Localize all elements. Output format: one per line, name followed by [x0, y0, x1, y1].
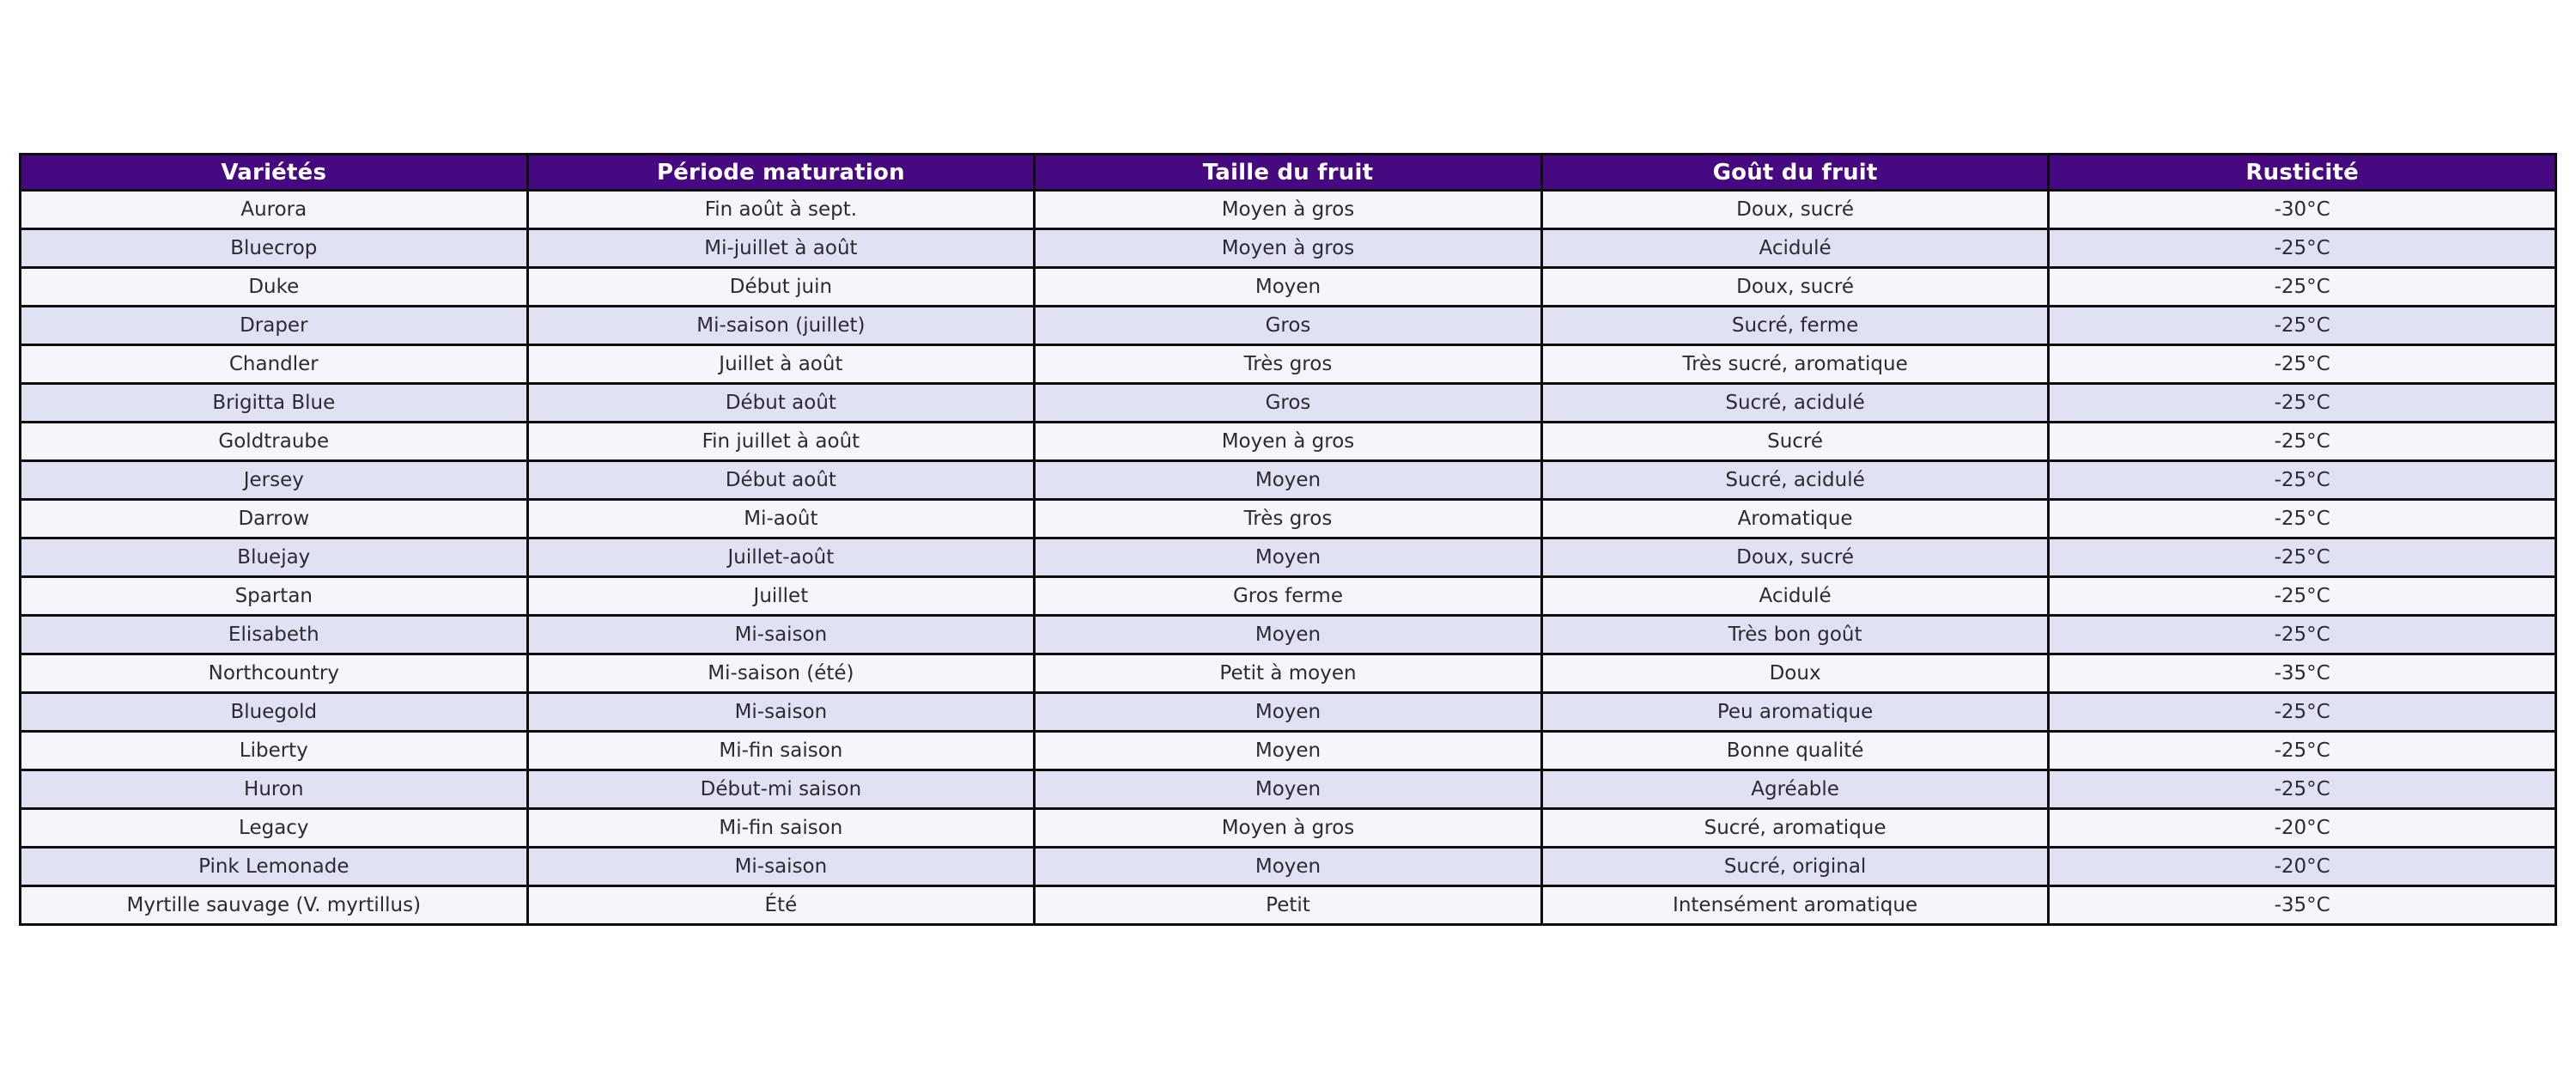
table-header	[21, 155, 2556, 191]
column-header-gout-du-fruit: Goût du fruit	[1541, 155, 2049, 191]
table-header-row	[21, 155, 2556, 191]
cell-myrtille-sauvage-v-myrtillus-gout-du-fruit: Intensément aromatique	[1541, 886, 2049, 925]
cell-huron-varietes: Huron	[21, 770, 528, 809]
cell-pink-lemonade-periode-maturation: Mi-saison	[527, 848, 1035, 886]
cell-liberty-periode-maturation: Mi-fin saison	[527, 732, 1035, 770]
table-row-elisabeth	[21, 616, 2556, 654]
cell-draper-rusticite: -25°C	[2049, 307, 2556, 345]
table-row-bluecrop	[21, 229, 2556, 268]
column-header-varietes: Variétés	[21, 155, 528, 191]
table-row-northcountry	[21, 654, 2556, 693]
cell-northcountry-periode-maturation: Mi-saison (été)	[527, 654, 1035, 693]
cell-legacy-varietes: Legacy	[21, 809, 528, 848]
cell-draper-varietes: Draper	[21, 307, 528, 345]
cell-bluegold-gout-du-fruit: Peu aromatique	[1541, 693, 2049, 732]
cell-bluegold-rusticite: -25°C	[2049, 693, 2556, 732]
cell-spartan-varietes: Spartan	[21, 577, 528, 616]
cell-bluejay-rusticite: -25°C	[2049, 538, 2556, 577]
cell-draper-taille-du-fruit: Gros	[1035, 307, 1542, 345]
table-row-aurora	[21, 191, 2556, 229]
cell-duke-varietes: Duke	[21, 268, 528, 307]
cell-jersey-rusticite: -25°C	[2049, 461, 2556, 500]
cell-northcountry-gout-du-fruit: Doux	[1541, 654, 2049, 693]
cell-bluecrop-gout-du-fruit: Acidulé	[1541, 229, 2049, 268]
cell-darrow-varietes: Darrow	[21, 500, 528, 538]
cell-chandler-taille-du-fruit: Très gros	[1035, 345, 1542, 384]
cell-aurora-varietes: Aurora	[21, 191, 528, 229]
cell-myrtille-sauvage-v-myrtillus-periode-maturation: Été	[527, 886, 1035, 925]
cell-aurora-taille-du-fruit: Moyen à gros	[1035, 191, 1542, 229]
table-row-darrow	[21, 500, 2556, 538]
table-row-bluegold	[21, 693, 2556, 732]
table-row-huron	[21, 770, 2556, 809]
cell-jersey-periode-maturation: Début août	[527, 461, 1035, 500]
cell-draper-gout-du-fruit: Sucré, ferme	[1541, 307, 2049, 345]
cell-duke-gout-du-fruit: Doux, sucré	[1541, 268, 2049, 307]
cell-huron-taille-du-fruit: Moyen	[1035, 770, 1542, 809]
cell-bluecrop-taille-du-fruit: Moyen à gros	[1035, 229, 1542, 268]
table-row-legacy	[21, 809, 2556, 848]
cell-bluejay-periode-maturation: Juillet-août	[527, 538, 1035, 577]
table-row-chandler	[21, 345, 2556, 384]
cell-draper-periode-maturation: Mi-saison (juillet)	[527, 307, 1035, 345]
cell-northcountry-rusticite: -35°C	[2049, 654, 2556, 693]
column-header-periode-maturation: Période maturation	[527, 155, 1035, 191]
cell-bluegold-periode-maturation: Mi-saison	[527, 693, 1035, 732]
cell-legacy-gout-du-fruit: Sucré, aromatique	[1541, 809, 2049, 848]
cell-huron-gout-du-fruit: Agréable	[1541, 770, 2049, 809]
cell-goldtraube-gout-du-fruit: Sucré	[1541, 423, 2049, 461]
table-row-draper	[21, 307, 2556, 345]
cell-jersey-gout-du-fruit: Sucré, acidulé	[1541, 461, 2049, 500]
cell-brigitta-blue-gout-du-fruit: Sucré, acidulé	[1541, 384, 2049, 423]
cell-northcountry-varietes: Northcountry	[21, 654, 528, 693]
cell-aurora-periode-maturation: Fin août à sept.	[527, 191, 1035, 229]
cell-myrtille-sauvage-v-myrtillus-varietes: Myrtille sauvage (V. myrtillus)	[21, 886, 528, 925]
cell-elisabeth-varietes: Elisabeth	[21, 616, 528, 654]
cell-spartan-periode-maturation: Juillet	[527, 577, 1035, 616]
table-row-bluejay	[21, 538, 2556, 577]
cell-goldtraube-varietes: Goldtraube	[21, 423, 528, 461]
cell-duke-rusticite: -25°C	[2049, 268, 2556, 307]
cell-bluejay-gout-du-fruit: Doux, sucré	[1541, 538, 2049, 577]
cell-pink-lemonade-taille-du-fruit: Moyen	[1035, 848, 1542, 886]
table-row-pink-lemonade	[21, 848, 2556, 886]
cell-legacy-taille-du-fruit: Moyen à gros	[1035, 809, 1542, 848]
cell-spartan-taille-du-fruit: Gros ferme	[1035, 577, 1542, 616]
cell-liberty-gout-du-fruit: Bonne qualité	[1541, 732, 2049, 770]
cell-liberty-taille-du-fruit: Moyen	[1035, 732, 1542, 770]
cell-brigitta-blue-periode-maturation: Début août	[527, 384, 1035, 423]
cell-bluecrop-rusticite: -25°C	[2049, 229, 2556, 268]
cell-chandler-varietes: Chandler	[21, 345, 528, 384]
table-body	[21, 191, 2556, 925]
cell-goldtraube-taille-du-fruit: Moyen à gros	[1035, 423, 1542, 461]
table-row-duke	[21, 268, 2556, 307]
cell-chandler-periode-maturation: Juillet à août	[527, 345, 1035, 384]
cell-myrtille-sauvage-v-myrtillus-taille-du-fruit: Petit	[1035, 886, 1542, 925]
varieties-table-container	[19, 153, 2557, 926]
cell-duke-periode-maturation: Début juin	[527, 268, 1035, 307]
cell-chandler-gout-du-fruit: Très sucré, aromatique	[1541, 345, 2049, 384]
table-row-myrtille-sauvage-v-myrtillus	[21, 886, 2556, 925]
cell-liberty-rusticite: -25°C	[2049, 732, 2556, 770]
column-header-rusticite: Rusticité	[2049, 155, 2556, 191]
blueberry-varieties-table	[19, 153, 2557, 926]
cell-aurora-gout-du-fruit: Doux, sucré	[1541, 191, 2049, 229]
cell-liberty-varietes: Liberty	[21, 732, 528, 770]
cell-jersey-taille-du-fruit: Moyen	[1035, 461, 1542, 500]
cell-legacy-rusticite: -20°C	[2049, 809, 2556, 848]
cell-elisabeth-taille-du-fruit: Moyen	[1035, 616, 1542, 654]
cell-pink-lemonade-rusticite: -20°C	[2049, 848, 2556, 886]
cell-darrow-periode-maturation: Mi-août	[527, 500, 1035, 538]
cell-spartan-rusticite: -25°C	[2049, 577, 2556, 616]
cell-bluejay-varietes: Bluejay	[21, 538, 528, 577]
table-row-jersey	[21, 461, 2556, 500]
cell-darrow-rusticite: -25°C	[2049, 500, 2556, 538]
cell-aurora-rusticite: -30°C	[2049, 191, 2556, 229]
cell-myrtille-sauvage-v-myrtillus-rusticite: -35°C	[2049, 886, 2556, 925]
cell-jersey-varietes: Jersey	[21, 461, 528, 500]
cell-huron-periode-maturation: Début-mi saison	[527, 770, 1035, 809]
cell-bluegold-varietes: Bluegold	[21, 693, 528, 732]
cell-legacy-periode-maturation: Mi-fin saison	[527, 809, 1035, 848]
cell-chandler-rusticite: -25°C	[2049, 345, 2556, 384]
cell-pink-lemonade-gout-du-fruit: Sucré, original	[1541, 848, 2049, 886]
cell-goldtraube-rusticite: -25°C	[2049, 423, 2556, 461]
cell-brigitta-blue-taille-du-fruit: Gros	[1035, 384, 1542, 423]
table-row-spartan	[21, 577, 2556, 616]
cell-goldtraube-periode-maturation: Fin juillet à août	[527, 423, 1035, 461]
cell-bluecrop-periode-maturation: Mi-juillet à août	[527, 229, 1035, 268]
cell-darrow-gout-du-fruit: Aromatique	[1541, 500, 2049, 538]
cell-pink-lemonade-varietes: Pink Lemonade	[21, 848, 528, 886]
cell-brigitta-blue-varietes: Brigitta Blue	[21, 384, 528, 423]
table-row-goldtraube	[21, 423, 2556, 461]
cell-bluejay-taille-du-fruit: Moyen	[1035, 538, 1542, 577]
column-header-taille-du-fruit: Taille du fruit	[1035, 155, 1542, 191]
cell-duke-taille-du-fruit: Moyen	[1035, 268, 1542, 307]
cell-brigitta-blue-rusticite: -25°C	[2049, 384, 2556, 423]
cell-huron-rusticite: -25°C	[2049, 770, 2556, 809]
cell-bluegold-taille-du-fruit: Moyen	[1035, 693, 1542, 732]
table-row-liberty	[21, 732, 2556, 770]
cell-elisabeth-gout-du-fruit: Très bon goût	[1541, 616, 2049, 654]
cell-darrow-taille-du-fruit: Très gros	[1035, 500, 1542, 538]
cell-spartan-gout-du-fruit: Acidulé	[1541, 577, 2049, 616]
cell-northcountry-taille-du-fruit: Petit à moyen	[1035, 654, 1542, 693]
cell-elisabeth-rusticite: -25°C	[2049, 616, 2556, 654]
cell-bluecrop-varietes: Bluecrop	[21, 229, 528, 268]
table-row-brigitta-blue	[21, 384, 2556, 423]
cell-elisabeth-periode-maturation: Mi-saison	[527, 616, 1035, 654]
